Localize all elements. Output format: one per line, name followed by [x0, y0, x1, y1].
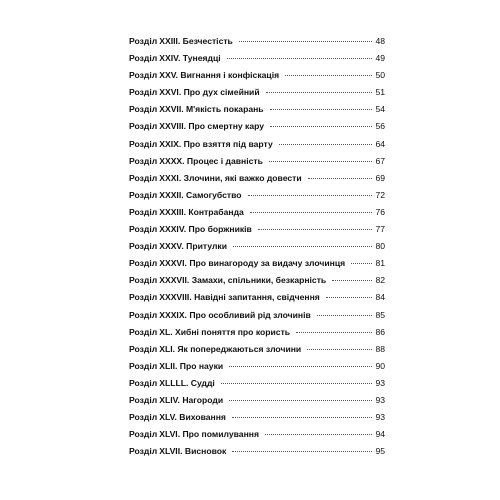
- toc-entry-title: XXIX. Про взяття під варту: [159, 138, 273, 149]
- toc-entry-page-number: 56: [375, 121, 385, 132]
- toc-entry: [129, 84, 385, 101]
- toc-entry-prefix: Розділ: [129, 87, 158, 98]
- dot-leader: [229, 366, 372, 367]
- dot-leader: [258, 229, 372, 230]
- toc-entry-prefix: Розділ: [129, 36, 158, 46]
- dot-leader: [239, 41, 372, 42]
- toc-entry-page-number: 84: [375, 292, 385, 303]
- dot-leader: [229, 400, 372, 401]
- toc-entry-page-number: 50: [375, 70, 385, 81]
- toc-entry-prefix: Розділ: [129, 104, 158, 115]
- toc-entry-prefix: Розділ: [129, 206, 158, 217]
- dot-leader: [221, 383, 372, 384]
- dot-leader: [317, 315, 372, 316]
- toc-entry-title: XXVI. Про дух сімейний: [159, 87, 260, 98]
- toc-entry-prefix: Розділ: [129, 138, 158, 149]
- toc-entry-title: XLV. Виховання: [159, 412, 226, 423]
- toc-entry-title: XXXIV. Про боржників: [159, 224, 252, 235]
- toc-entry-title: XXXV. Притулки: [159, 241, 227, 252]
- toc-entry-page-number: 64: [375, 138, 385, 149]
- toc-entry: [129, 50, 385, 67]
- toc-entry-title: XXIII. Безчестість: [159, 36, 233, 46]
- toc-entry-prefix: Розділ: [129, 360, 158, 371]
- dot-leader: [308, 178, 372, 179]
- toc-entry-page-number: 76: [375, 206, 385, 217]
- toc-entry-title: XXXVI. Про винагороду за видачу злочинця: [159, 258, 346, 269]
- toc-entry-page-number: 54: [375, 104, 385, 115]
- dot-leader: [326, 297, 372, 298]
- toc-entry-title: XXV. Вигнання і конфіскація: [159, 70, 280, 81]
- dot-leader: [250, 212, 372, 213]
- toc-entry-title: XLLLL. Судді: [159, 377, 215, 388]
- toc-entry: [129, 409, 385, 426]
- toc-entry: [129, 101, 385, 118]
- toc-entry-title: XLIV. Нагороди: [159, 394, 224, 405]
- toc-entry-title: XXXX. Процес і давність: [159, 155, 263, 166]
- toc-entry-prefix: Розділ: [129, 343, 158, 354]
- toc-entry: [129, 426, 385, 443]
- dot-leader: [266, 92, 372, 93]
- toc-entry: [129, 358, 385, 375]
- toc-entry-prefix: Розділ: [129, 275, 158, 286]
- toc-entry-prefix: Розділ: [129, 241, 158, 252]
- dot-leader: [265, 434, 372, 435]
- toc-entry: [129, 187, 385, 204]
- toc-entry-title: XLVII. Висновок: [159, 446, 227, 457]
- toc-entry-page-number: 93: [375, 394, 385, 405]
- toc-entry-page-number: 93: [375, 377, 385, 388]
- toc-entry-page-number: 86: [375, 326, 385, 337]
- toc-entry-prefix: Розділ: [129, 258, 158, 269]
- dot-leader: [270, 109, 372, 110]
- toc-entry-prefix: Розділ: [129, 70, 158, 81]
- toc-entry-prefix: Розділ: [129, 309, 158, 320]
- toc-entry-page-number: 80: [375, 241, 385, 252]
- toc-entry-title: XLII. Про науки: [159, 360, 224, 371]
- toc-entry: [129, 136, 385, 153]
- toc-entry: [129, 307, 385, 324]
- toc-entry-prefix: Розділ: [129, 377, 158, 388]
- toc-entry-page-number: 51: [375, 87, 385, 98]
- dot-leader: [296, 332, 372, 333]
- toc-entry-prefix: Розділ: [129, 172, 158, 183]
- toc-entry-page-number: 48: [375, 36, 385, 46]
- toc-entry: [129, 238, 385, 255]
- dot-leader: [279, 144, 372, 145]
- toc-entry: [129, 443, 385, 460]
- toc-entry: [129, 33, 385, 50]
- dot-leader: [307, 349, 372, 350]
- toc-entry-title: XXXII. Самогубство: [159, 189, 242, 200]
- toc-entry-prefix: Розділ: [129, 292, 158, 303]
- toc-entry-page-number: 94: [375, 429, 385, 440]
- toc-entry-title: XLI. Як попереджаються злочини: [159, 343, 302, 354]
- dot-leader: [232, 451, 372, 452]
- toc-entry: [129, 289, 385, 306]
- toc-entry-page-number: 69: [375, 172, 385, 183]
- toc-entry-prefix: Розділ: [129, 53, 158, 64]
- dot-leader: [351, 263, 372, 264]
- toc-entry-page-number: 95: [375, 446, 385, 457]
- toc-entry-page-number: 90: [375, 360, 385, 371]
- toc-entry-page-number: 49: [375, 53, 385, 64]
- toc-entry: [129, 375, 385, 392]
- toc-entry-title: XL. Хибні поняття про користь: [159, 326, 291, 337]
- toc-entry: [129, 170, 385, 187]
- toc-entry: [129, 255, 385, 272]
- toc-entry: [129, 153, 385, 170]
- dot-leader: [227, 58, 372, 59]
- toc-entry-prefix: Розділ: [129, 326, 158, 337]
- dot-leader: [332, 280, 372, 281]
- toc-entry-title: XLVI. Про помилування: [159, 429, 259, 440]
- toc-entry-page-number: 88: [375, 343, 385, 354]
- toc-entry-title: XXXI. Злочини, які важко довести: [159, 172, 302, 183]
- toc-entry: [129, 221, 385, 238]
- dot-leader: [233, 246, 372, 247]
- toc-entry: [129, 341, 385, 358]
- toc-entry-page-number: 77: [375, 224, 385, 235]
- dot-leader: [285, 75, 372, 76]
- toc-entry-page-number: 81: [375, 258, 385, 269]
- toc-entry-title: XXXVII. Замахи, спільники, безкарність: [159, 275, 327, 286]
- toc-entry-prefix: Розділ: [129, 446, 158, 457]
- toc-entry-prefix: Розділ: [129, 412, 158, 423]
- table-of-contents: [129, 33, 385, 460]
- toc-entry-title: XXXVIII. Навідні запитання, свідчення: [159, 292, 320, 303]
- toc-entry-page-number: 72: [375, 189, 385, 200]
- toc-entry-prefix: Розділ: [129, 394, 158, 405]
- dot-leader: [269, 161, 372, 162]
- toc-entry-title: XXVIII. Про смертну кару: [159, 121, 265, 132]
- toc-entry: [129, 204, 385, 221]
- toc-entry-prefix: Розділ: [129, 189, 158, 200]
- toc-entry-prefix: Розділ: [129, 224, 158, 235]
- dot-leader: [270, 126, 372, 127]
- toc-entry-prefix: Розділ: [129, 429, 158, 440]
- toc-entry-prefix: Розділ: [129, 155, 158, 166]
- dot-leader: [232, 417, 372, 418]
- toc-entry: [129, 67, 385, 84]
- toc-entry: [129, 392, 385, 409]
- toc-entry: [129, 118, 385, 135]
- toc-entry-title: XXIV. Тунеядці: [159, 53, 221, 64]
- dot-leader: [248, 195, 372, 196]
- toc-entry-page-number: 82: [375, 275, 385, 286]
- toc-entry-page-number: 93: [375, 412, 385, 423]
- toc-entry-page-number: 67: [375, 155, 385, 166]
- toc-entry: [129, 324, 385, 341]
- toc-entry-title: XXVII. М'якість покарань: [159, 104, 264, 115]
- toc-entry-title: XXXIX. Про особливий рід злочинів: [159, 309, 311, 320]
- toc-entry-title: XXXIII. Контрабанда: [159, 206, 244, 217]
- toc-entry: [129, 272, 385, 289]
- toc-entry-page-number: 85: [375, 309, 385, 320]
- toc-entry-prefix: Розділ: [129, 121, 158, 132]
